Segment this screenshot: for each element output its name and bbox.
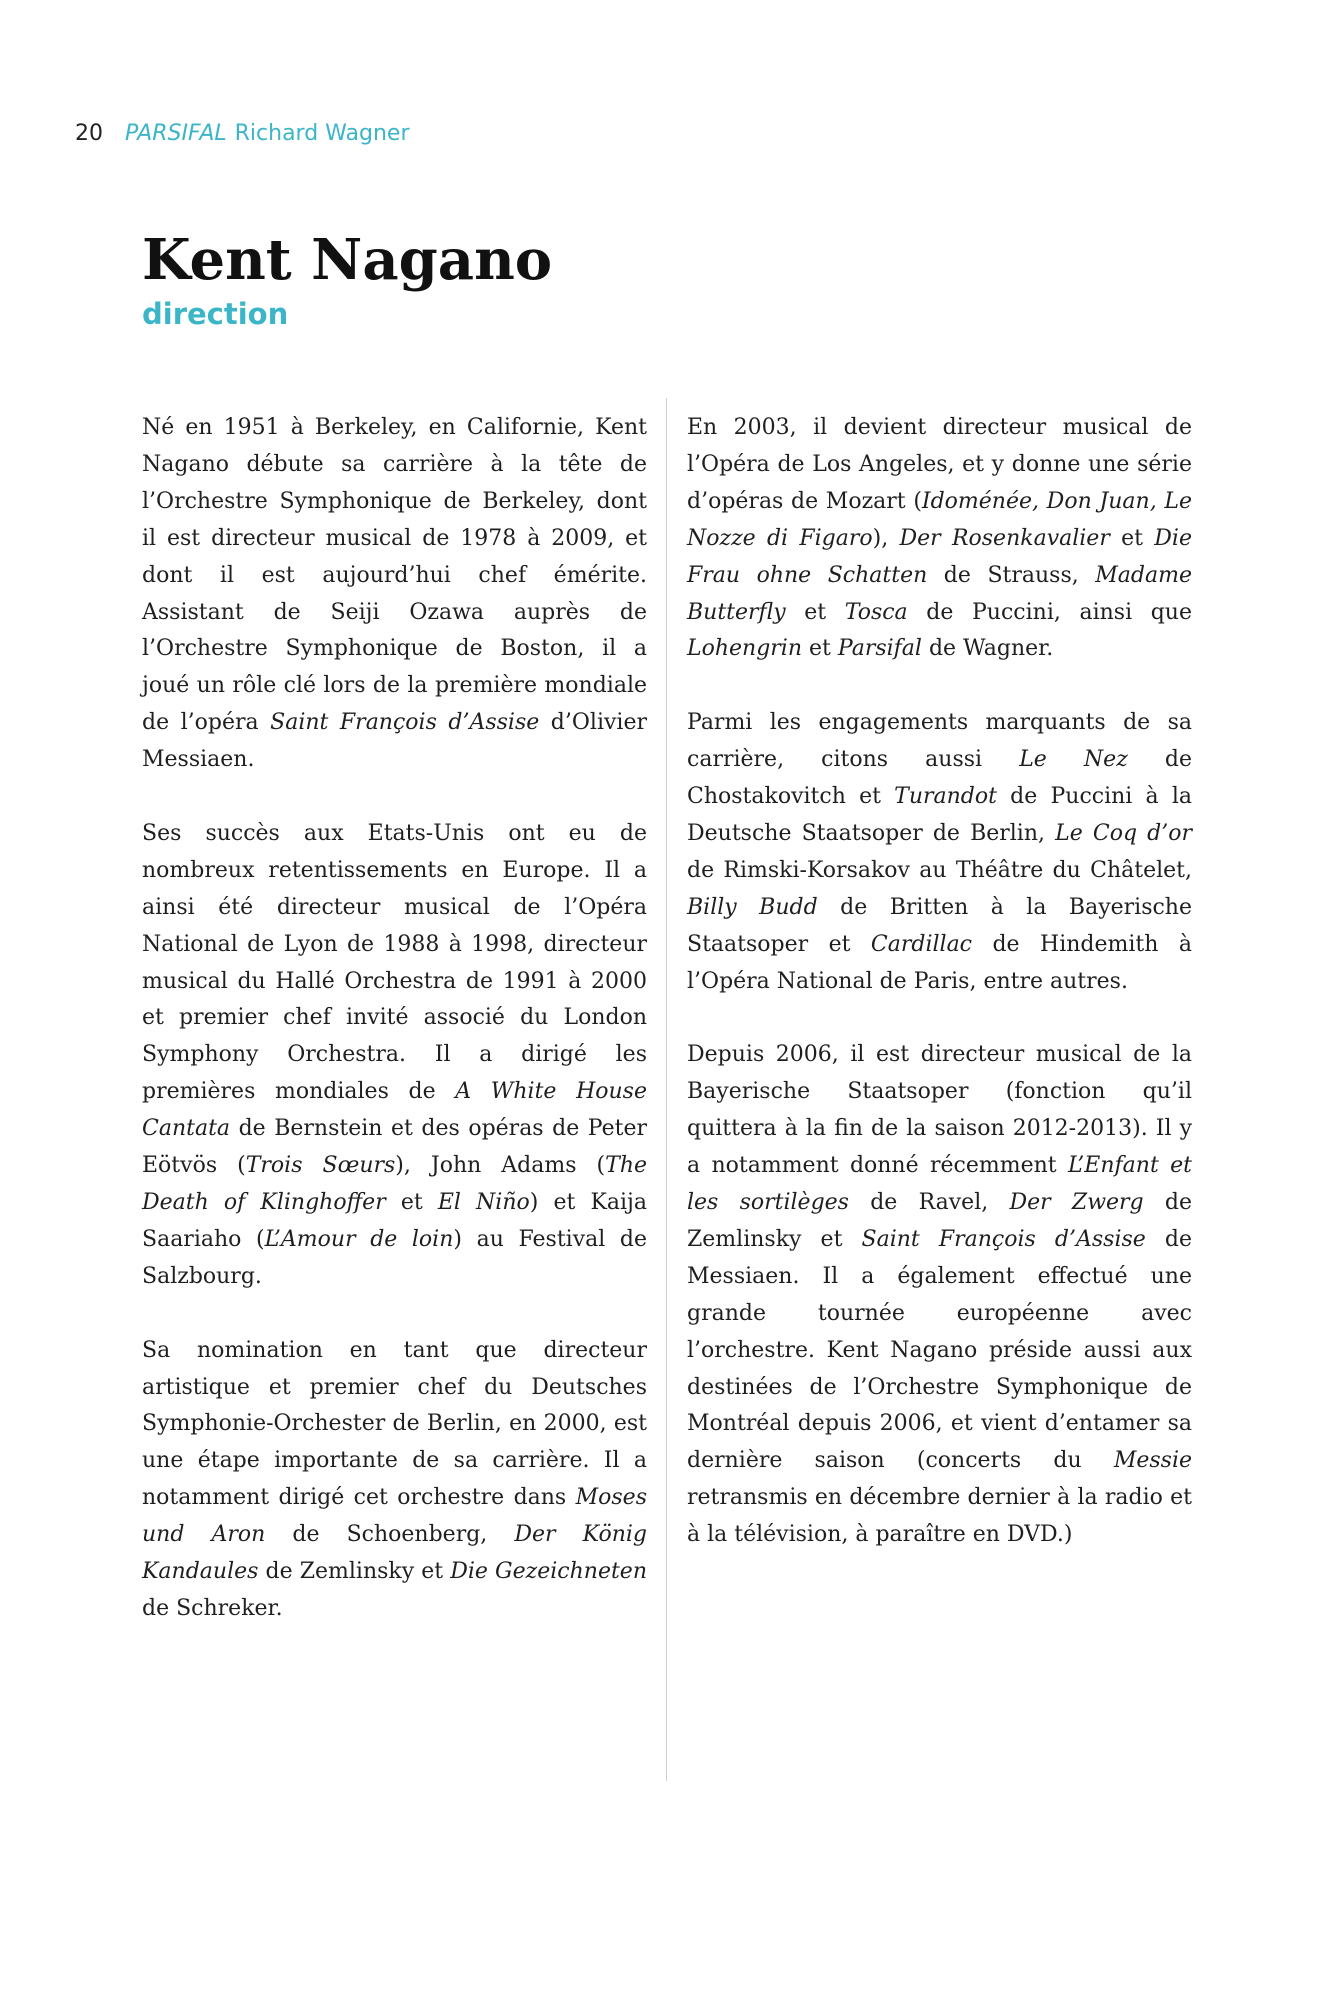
text-run: et <box>385 1190 438 1216</box>
running-head <box>75 120 410 148</box>
text-run: de Bernstein et des opéras de Peter Eötvös ( <box>142 1116 647 1179</box>
artist-role: direction <box>142 297 289 331</box>
italic-title-run: Saint François d’Assise <box>270 710 540 736</box>
text-run: de Zemlinsky et <box>258 1559 451 1585</box>
text-run: En 2003, il devient directeur musical de l’Opéra de Los Angeles, et y donne une série d’opéras de Mozart ( <box>687 415 1192 514</box>
text-run: Depuis 2006, il est directeur musical de la Bayerische Staatsoper (fonction qu’il quittera à la fin de la saison 2012-2013). Il y a notamment donné récemment <box>687 1042 1192 1179</box>
italic-title-run: The Death of Klinghoffer <box>142 1153 648 1216</box>
italic-title-run: Trois Sœurs <box>245 1153 396 1179</box>
text-run: ), <box>872 525 900 551</box>
italic-title-run: Le Nez <box>1019 747 1128 773</box>
text-run: de Puccini à la Deutsche Staatsoper de Berlin, <box>687 784 1193 846</box>
text-run: de Chostakovitch et <box>687 747 1193 810</box>
text-run: de Rimski-Korsakov au Théâtre du Châtelet, <box>687 857 1192 883</box>
page-number: 20 <box>75 121 103 146</box>
text-run: et <box>1109 525 1155 551</box>
italic-title-run: L’Amour de loin <box>264 1226 454 1252</box>
italic-title-run: Parsifal <box>837 636 922 662</box>
italic-title-run: Tosca <box>844 599 908 625</box>
text-run: d’Olivier Messiaen. <box>142 710 647 773</box>
text-run: ) et Kaija Saariaho ( <box>142 1190 647 1252</box>
text-run: retransmis en décembre dernier à la radio et à la télévision, à paraître en DVD.) <box>687 1485 1192 1548</box>
biography-paragraph <box>142 410 647 779</box>
italic-title-run: Idoménée, Don Juan, Le Nozze di Figaro <box>687 488 1192 551</box>
biography-paragraph <box>687 705 1192 1000</box>
work-title: PARSIFAL <box>125 121 227 146</box>
biography-right-column <box>687 410 1192 1554</box>
italic-title-run: Cardillac <box>870 931 973 957</box>
italic-title-run: Billy Budd <box>687 894 818 920</box>
italic-title-run: Saint François d’Assise <box>861 1226 1146 1252</box>
biography-paragraph <box>687 1037 1192 1554</box>
text-run: ), John Adams ( <box>395 1153 606 1179</box>
biography-left-column <box>142 410 647 1628</box>
text-run: de Ravel, <box>848 1190 1010 1215</box>
italic-title-run: Turandot <box>894 784 997 810</box>
text-run: de Hindemith à l’Opéra National de Paris, entre autres. <box>687 931 1192 994</box>
text-run: Ses succès aux Etats-Unis ont eu de nombreux retentissements en Europe. Il a ainsi été directeur musical de l’Opéra National de Lyon de 1988 à 1998, directeur musical du Hallé Orchestra de 1991 à 2000 et premier chef invité associé du London Symphony Orchestra. Il a dirigé les premières mondiales de <box>142 820 647 1105</box>
italic-title-run: Der Zwerg <box>1009 1190 1144 1215</box>
text-run: de Britten à la Bayerische Staatsoper et <box>687 894 1193 957</box>
text-run: de Schoenberg, <box>265 1522 515 1548</box>
italic-title-run: A White House Cantata <box>142 1079 647 1142</box>
column-divider <box>666 398 667 1781</box>
text-run: Parmi les engagements marquants de sa carrière, citons aussi <box>687 710 1192 773</box>
biography-paragraph <box>142 1333 647 1628</box>
composer-name: Richard Wagner <box>234 121 410 146</box>
italic-title-run: Die Gezeichneten <box>450 1559 647 1585</box>
text-run: de Messiaen. Il a également effectué une grande tournée européenne avec l’orchestre. Kent Nagano préside aussi aux destinées de l’Orchestre Symphonique de Montréal depuis 2006, et vient d’entamer sa dernière saison (concerts du <box>687 1226 1192 1474</box>
text-run: Sa nomination en tant que directeur artistique et premier chef du Deutsches Symphonie-Orchester de Berlin, en 2000, est une étape importante de sa carrière. Il a notamment dirigé cet orchestre dans <box>142 1337 647 1511</box>
text-run: de Zemlinsky et <box>687 1190 1193 1252</box>
text-run: de Schreker. <box>142 1595 283 1621</box>
italic-title-run: Der König Kandaules <box>142 1522 648 1585</box>
italic-title-run: Moses und Aron <box>142 1485 647 1548</box>
text-run: de Puccini, ainsi que <box>907 599 1192 625</box>
italic-title-run: Messie <box>1113 1448 1192 1474</box>
text-run: de Strauss, <box>927 562 1096 588</box>
text-run: Né en 1951 à Berkeley, en Californie, Kent Nagano débute sa carrière à la tête de l’Orchestre Symphonique de Berkeley, dont il est directeur musical de 1978 à 2009, et dont il est aujourd’hui chef émérite. Assistant de Seiji Ozawa auprès de l’Orchestre Symphonique de Boston, il a joué un rôle clé lors de la première mondiale de l’opéra <box>142 415 647 736</box>
text-run: et <box>802 636 838 662</box>
biography-paragraph <box>687 410 1192 668</box>
italic-title-run: Lohengrin <box>687 636 803 662</box>
artist-name: Kent Nagano <box>142 227 553 293</box>
italic-title-run: L’Enfant et les sortilèges <box>687 1153 1192 1215</box>
italic-title-run: Le Coq d’or <box>1055 820 1192 846</box>
text-run: et <box>785 599 845 625</box>
text-run: ) au Festival de Salzbourg. <box>142 1226 647 1289</box>
italic-title-run: Der Rosenkavalier <box>899 525 1110 551</box>
biography-paragraph <box>142 816 647 1296</box>
italic-title-run: Madame Butterfly <box>687 562 1192 625</box>
text-run: de Wagner. <box>921 636 1054 662</box>
italic-title-run: El Niño <box>437 1190 530 1216</box>
italic-title-run: Die Frau ohne Schatten <box>687 525 1192 588</box>
